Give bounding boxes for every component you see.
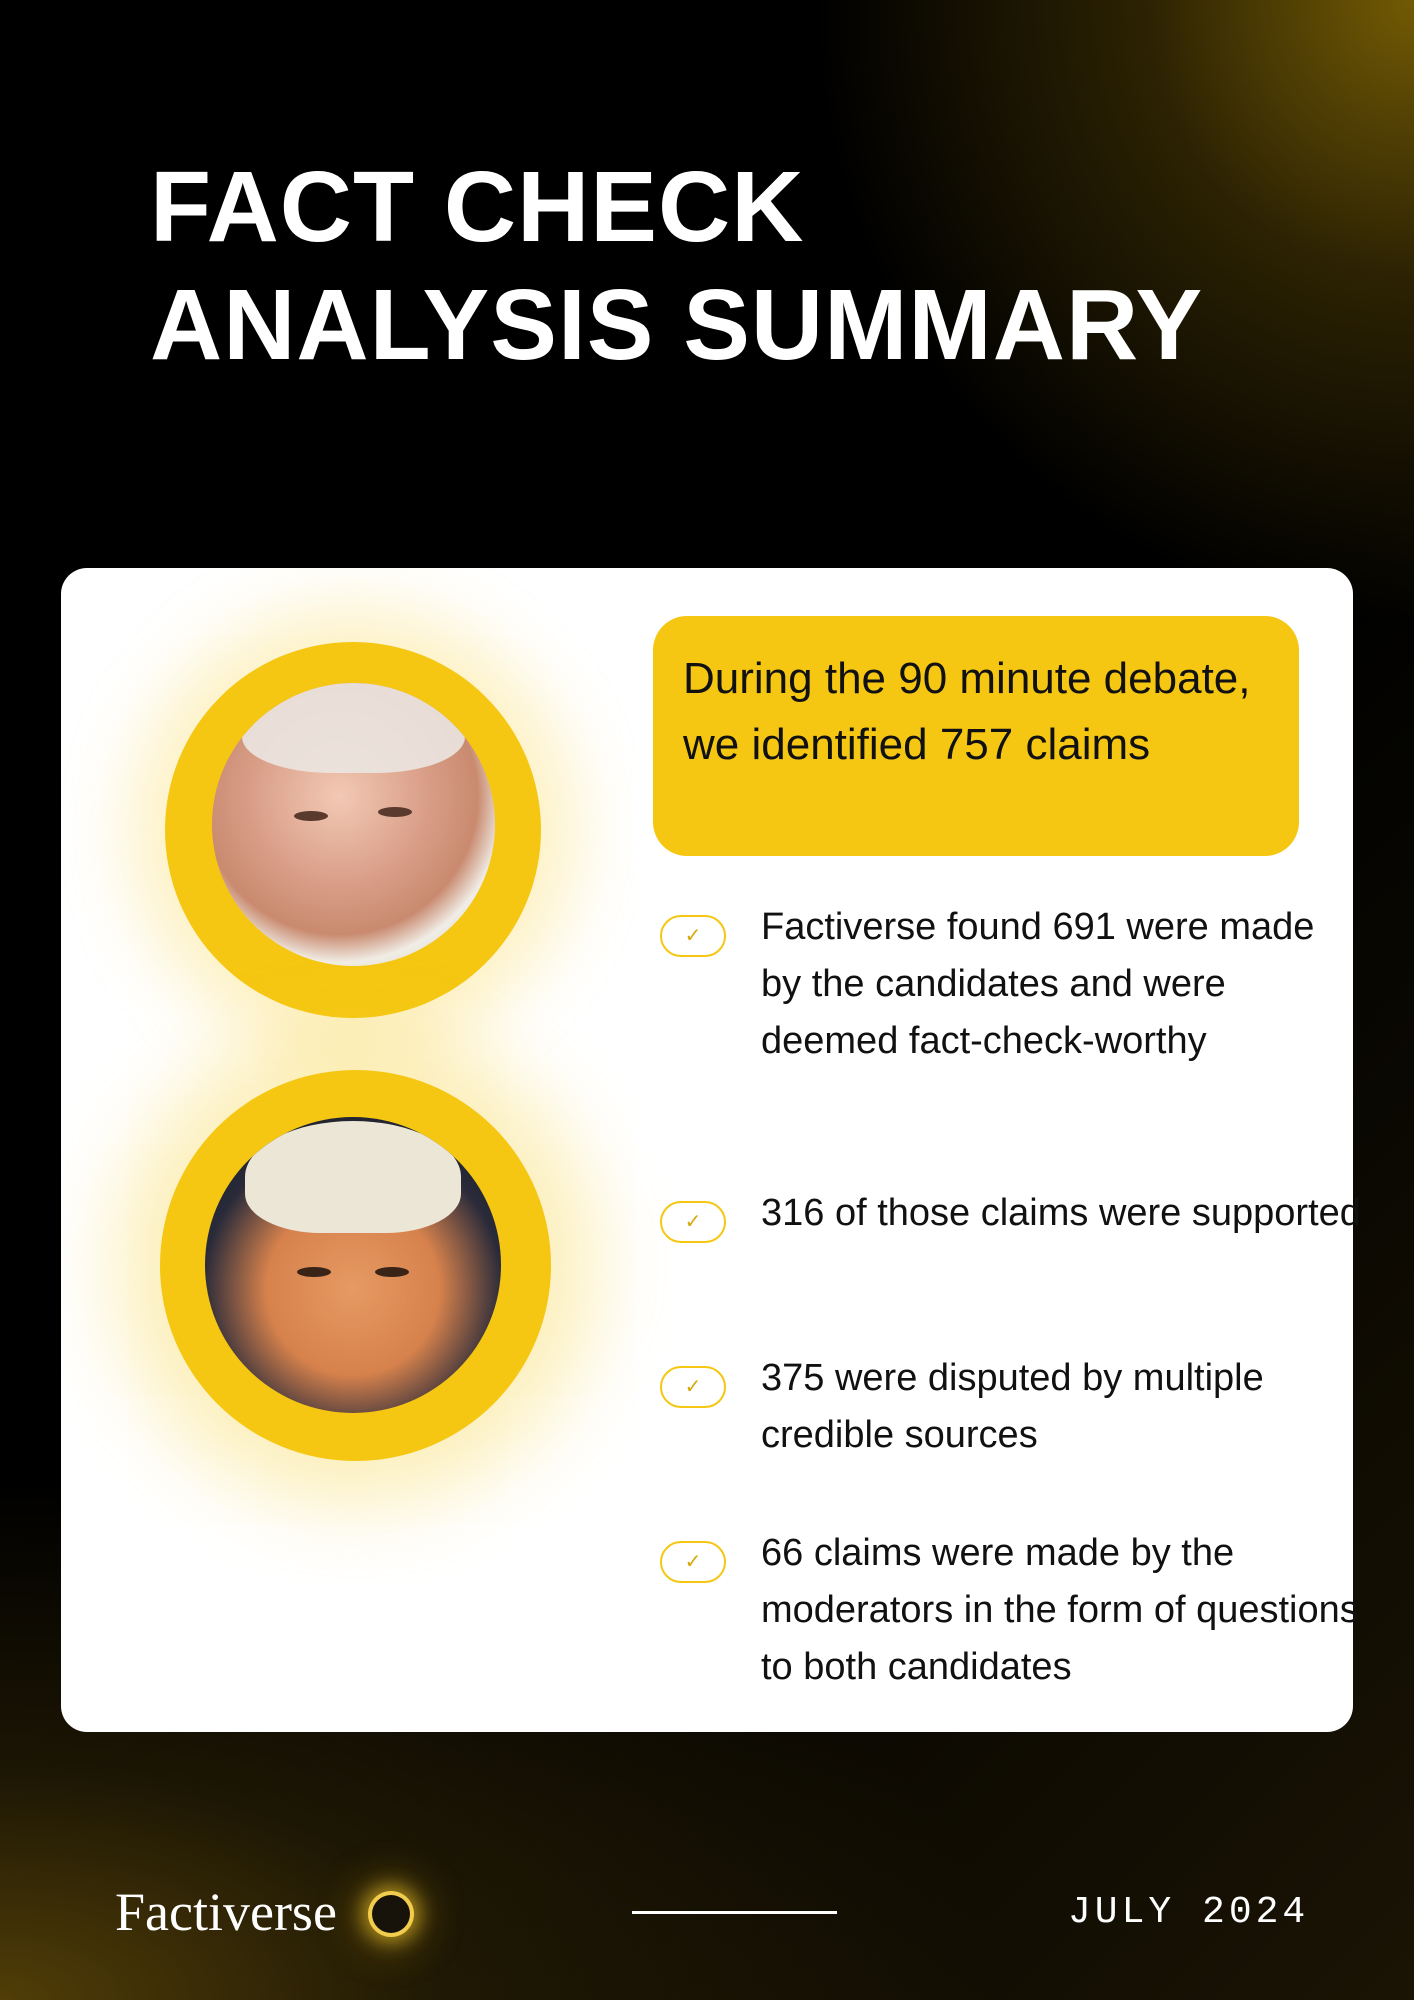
portrait-frame-top — [165, 642, 541, 1018]
check-icon: ✓ — [660, 1541, 726, 1583]
check-icon: ✓ — [660, 915, 726, 957]
portrait-frame-bottom — [160, 1070, 551, 1461]
brand-logo: Factiverse — [115, 1882, 337, 1942]
title-line-2: ANALYSIS SUMMARY — [150, 269, 1204, 381]
summary-item-text: 375 were disputed by multiple credible sources — [761, 1357, 1264, 1456]
footer-date: JULY 2024 — [1068, 1891, 1310, 1934]
summary-item-text: 66 claims were made by the moderators in the form of questions to both candidates — [761, 1532, 1359, 1688]
portrait-photo-bottom — [205, 1117, 501, 1413]
title-line-1: FACT CHECK — [150, 151, 805, 263]
brand-dot-icon — [372, 1895, 410, 1933]
check-icon: ✓ — [660, 1366, 726, 1408]
check-icon: ✓ — [660, 1201, 726, 1243]
page-title — [150, 148, 1300, 384]
portrait-photo-top — [212, 683, 495, 966]
headline-callout: During the 90 minute debate, we identified 757 claims — [653, 616, 1299, 856]
summary-item-text: 316 of those claims were supported — [761, 1192, 1361, 1234]
footer-divider — [632, 1911, 837, 1914]
summary-item-text: Factiverse found 691 were made by the candidates and were deemed fact-check-worthy — [761, 906, 1315, 1062]
